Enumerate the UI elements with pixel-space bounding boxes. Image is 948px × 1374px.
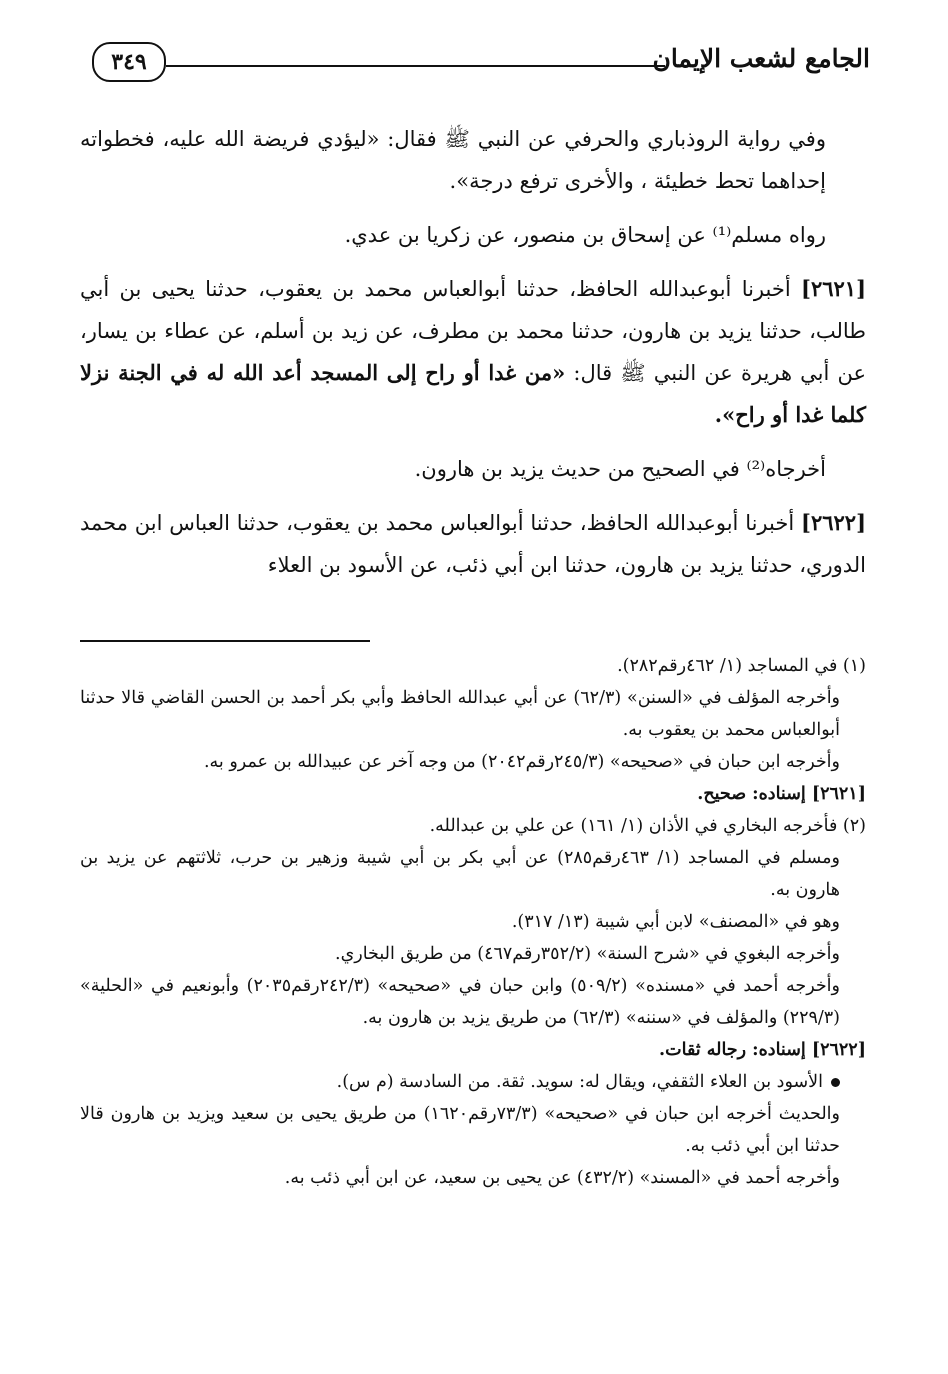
footnote-1: (١) في المساجد (١/ ٤٦٢رقم٢٨٢). bbox=[617, 656, 866, 676]
footnote-2-line: وأخرجه أحمد في «مسنده» (٥٠٩/٢) وابن حبان في «صحيحه» (٢٤٢/٣رقم٢٠٣٥) وأبونعيم في «الحلية» (٢٢٩/٣) والمؤلف في «سننه» (٦٢/٣) من طريق يزيد بن هارون به. bbox=[80, 976, 840, 1028]
paragraph-riwaya: وفي رواية الروذباري والحرفي عن النبي ﷺ فقال: «ليؤدي فريضة الله عليه، فخطواته إحداهما تحط خطيئة ، والأخرى ترفع درجة». bbox=[80, 127, 826, 193]
page-number-badge: ٣٤٩ bbox=[92, 42, 166, 82]
header-rule bbox=[166, 65, 665, 67]
page-header bbox=[90, 38, 870, 90]
paragraph-muslim: رواه مسلم⁽¹⁾ عن إسحاق بن منصور، عن زكريا بن عدي. bbox=[344, 223, 826, 247]
footnote-1-line: وأخرجه ابن حبان في «صحيحه» (٢٤٥/٣رقم٢٠٤٢) من وجه آخر عن عبيدالله بن عمرو به. bbox=[203, 752, 840, 772]
isnad-note-2621: [٢٦٢١] إسناده: صحيح. bbox=[697, 784, 866, 804]
hadith-2622 bbox=[80, 502, 866, 586]
running-title: الجامع لشعب الإيمان bbox=[652, 44, 870, 73]
bullet-icon bbox=[831, 1078, 840, 1087]
footnote-2-line: ومسلم في المساجد (١/ ٤٦٣رقم٢٨٥) عن أبي بكر بن أبي شيبة وزهير بن حرب، ثلاثتهم عن يزيد بن هارون به. bbox=[80, 848, 840, 900]
paragraph-akhrajah: أخرجاه⁽²⁾ في الصحيح من حديث يزيد بن هارون. bbox=[414, 457, 826, 481]
footnote-1-line: وأخرجه المؤلف في «السنن» (٦٢/٣) عن أبي عبدالله الحافظ وأبي بكر أحمد بن الحسن القاضي قالا حدثنا أبوالعباس محمد بن يعقوب به. bbox=[80, 688, 841, 740]
narrator-note bbox=[80, 1066, 866, 1098]
footnote-2622-line: والحديث أخرجه ابن حبان في «صحيحه» (٧٣/٣رقم١٦٢٠) من طريق يحيى بن سعيد ويزيد بن هارون قالا حدثنا ابن أبي ذئب به. bbox=[80, 1104, 840, 1156]
footnote-2: (٢) فأخرجه البخاري في الأذان (١/ ١٦١) عن علي بن عبدالله. bbox=[429, 816, 866, 836]
hadith-matn: «من غدا أو راح إلى المسجد أعد الله له في الجنة نزلا كلما غدا أو راح». bbox=[80, 360, 866, 427]
footnotes bbox=[80, 650, 866, 1194]
footnote-2-line: وأخرجه البغوي في «شرح السنة» (٣٥٢/٢رقم٤٦٧) من طريق البخاري. bbox=[335, 944, 840, 964]
hadith-number: [٢٦٢١] bbox=[801, 276, 866, 301]
footnote-2622-line: وأخرجه أحمد في «المسند» (٤٣٢/٢) عن يحيى بن سعيد، عن ابن أبي ذئب به. bbox=[284, 1168, 840, 1188]
hadith-isnad: أخبرنا أبوعبدالله الحافظ، حدثنا أبوالعباس محمد بن يعقوب، حدثنا العباس ابن محمد الدوري، حدثنا يزيد بن هارون، حدثنا ابن أبي ذئب، عن الأسود بن العلاء bbox=[80, 511, 866, 577]
narrator-text: الأسود بن العلاء الثقفي، ويقال له: سويد. ثقة. من السادسة (م س). bbox=[336, 1072, 823, 1092]
isnad-note-2622: [٢٦٢٢] إسناده: رجاله ثقات. bbox=[659, 1040, 866, 1060]
footnote-separator bbox=[80, 640, 370, 642]
hadith-number: [٢٦٢٢] bbox=[801, 510, 866, 535]
main-text bbox=[80, 118, 866, 586]
hadith-2621 bbox=[80, 268, 866, 436]
footnote-2-line: وهو في «المصنف» لابن أبي شيبة (١٣/ ٣١٧). bbox=[511, 912, 840, 932]
hadith-isnad: أخبرنا أبوعبدالله الحافظ، حدثنا أبوالعباس محمد بن يعقوب، حدثنا يحيى بن أبي طالب، حدثنا يزيد بن هارون، حدثنا محمد بن مطرف، عن زيد بن أسلم، عن عطاء بن يسار، عن أبي هريرة عن النبي ﷺ قال: bbox=[80, 277, 866, 385]
